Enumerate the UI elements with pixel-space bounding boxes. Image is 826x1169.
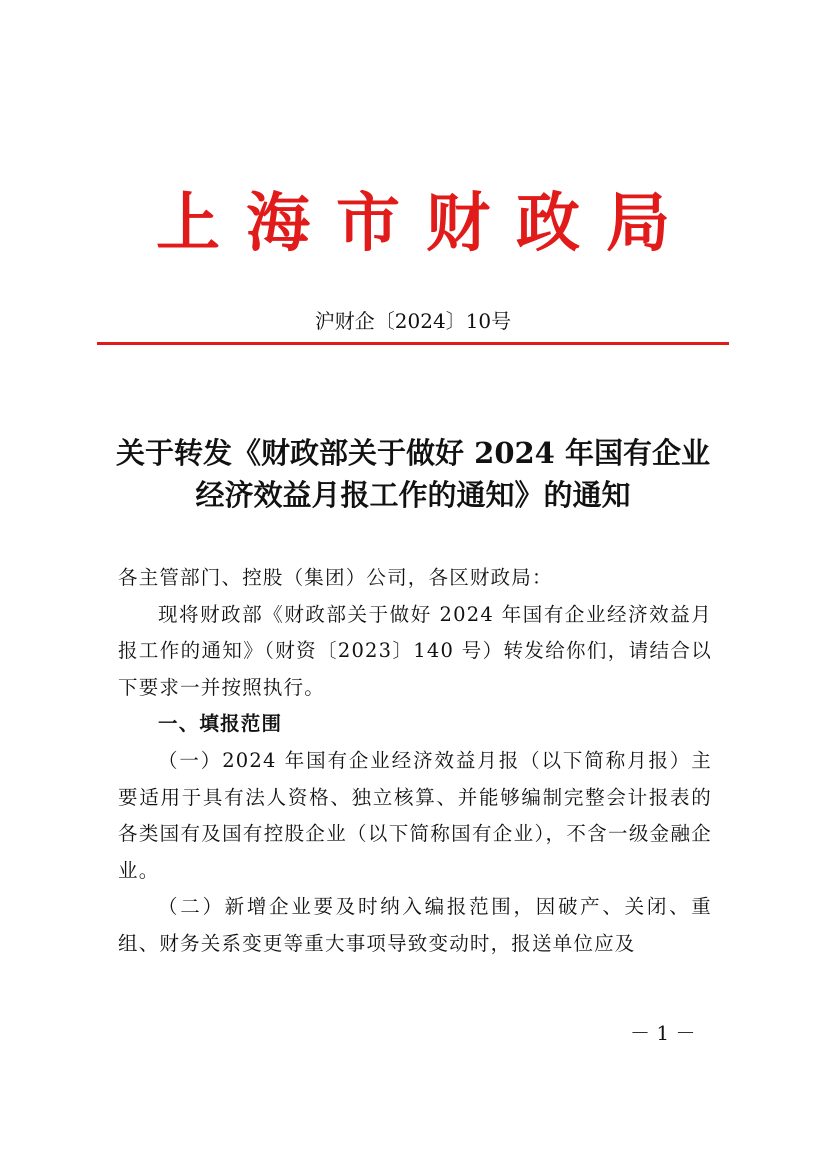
document-title-line-2: 经济效益月报工作的通知》的通知	[195, 478, 631, 512]
document-number: 沪财企〔2024〕10号	[314, 309, 512, 333]
issuing-authority-title: 上海市财政局	[156, 186, 696, 261]
salutation: 各主管部门、控股（集团）公司，各区财政局：	[118, 566, 553, 589]
intro-paragraph: 现将财政部《财政部关于做好 2024 年国有企业经济效益月报工作的通知》（财资〔2023〕140 号）转发给你们，请结合以下要求一并按照执行。	[118, 602, 712, 699]
document-title-line-1: 关于转发《财政部关于做好 2024 年国有企业	[116, 436, 710, 470]
section-heading-scope: 一、填报范围	[158, 712, 283, 736]
document-body	[118, 560, 712, 963]
paragraph-item-1: （一）2024 年国有企业经济效益月报（以下简称月报）主要适用于具有法人资格、独立核算、并能够编制完整会计报表的各类国有及国有控股企业（以下简称国有企业），不含一级金融企业。	[118, 748, 712, 882]
page-number: － 1 －	[630, 1021, 696, 1045]
paragraph-item-2: （二）新增企业要及时纳入编报范围，因破产、关闭、重组、财务关系变更等重大事项导致变动时，报送单位应及	[118, 895, 712, 955]
red-divider-line	[97, 342, 729, 345]
document-title	[90, 432, 736, 516]
